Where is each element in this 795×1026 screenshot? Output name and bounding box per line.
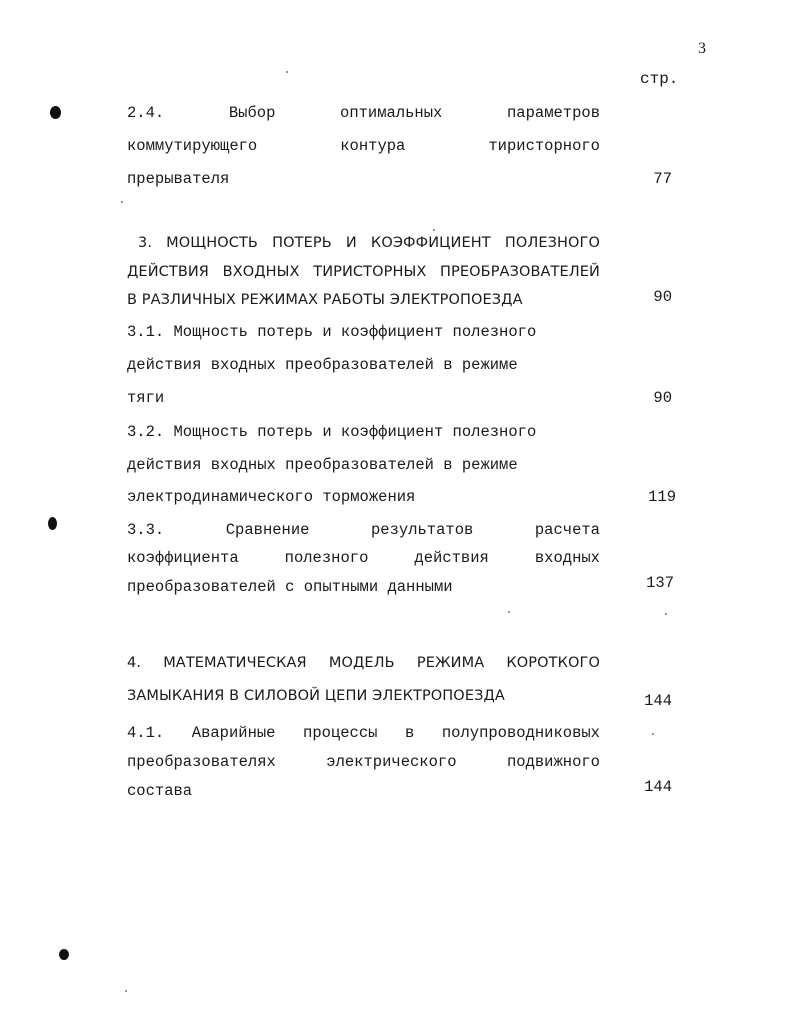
- scan-speck: [508, 611, 510, 613]
- toc-entry-2-4-line-3: прерывателя: [127, 170, 230, 188]
- punch-hole-mark: [50, 106, 61, 119]
- toc-entry-2-4-line-2: коммутирующего контура тиристорного: [127, 137, 600, 155]
- page-column-header: стр.: [640, 70, 679, 88]
- toc-entry-3-2-page: 119: [648, 488, 676, 506]
- toc-chapter-3-line-2: ДЕЙСТВИЯ ВХОДНЫХ ТИРИСТОРНЫХ ПРЕОБРАЗОВАТЕЛЕЙ: [127, 264, 600, 280]
- scan-speck: [121, 201, 123, 203]
- scan-speck: [286, 71, 288, 73]
- toc-entry-4-1-line-2: преобразователях электрического подвижного: [127, 753, 600, 771]
- toc-chapter-4-line-2: ЗАМЫКАНИЯ В СИЛОВОЙ ЦЕПИ ЭЛЕКТРОПОЕЗДА: [127, 688, 505, 704]
- toc-entry-3-3-line-1: 3.3. Сравнение результатов расчета: [127, 521, 600, 539]
- toc-entry-3-1-line-2: действия входных преобразователей в режиме: [127, 356, 518, 374]
- toc-entry-3-3-line-3: преобразователей с опытными данными: [127, 578, 453, 596]
- toc-entry-4-1-line-1: 4.1. Аварийные процессы в полупроводниковых: [127, 724, 600, 742]
- punch-hole-mark: [59, 949, 69, 960]
- punch-hole-mark: [48, 517, 57, 530]
- toc-entry-3-3-line-2: коэффициента полезного действия входных: [127, 549, 600, 567]
- scan-speck: [433, 229, 435, 231]
- toc-entry-3-2-line-3: электродинамического торможения: [127, 488, 416, 506]
- toc-entry-4-1-line-3: состава: [127, 782, 193, 800]
- toc-entry-4-1-page: 144: [644, 778, 672, 796]
- toc-entry-3-1-page: 90: [653, 389, 672, 407]
- toc-entry-2-4-line-1: 2.4. Выбор оптимальных параметров: [127, 104, 600, 122]
- toc-chapter-4-line-1: 4. МАТЕМАТИЧЕСКАЯ МОДЕЛЬ РЕЖИМА КОРОТКОГО: [127, 655, 600, 671]
- scan-speck: [125, 990, 127, 992]
- toc-chapter-3-line-3: В РАЗЛИЧНЫХ РЕЖИМАХ РАБОТЫ ЭЛЕКТРОПОЕЗДА: [127, 292, 523, 308]
- toc-entry-2-4-page: 77: [653, 170, 672, 188]
- scan-speck: [652, 733, 654, 735]
- page-number: 3: [698, 40, 706, 57]
- toc-chapter-3-page: 90: [653, 288, 672, 306]
- toc-entry-3-2-line-2: действия входных преобразователей в режиме: [127, 456, 518, 474]
- toc-entry-3-1-line-3: тяги: [127, 389, 165, 407]
- toc-chapter-3-line-1: 3. МОЩНОСТЬ ПОТЕРЬ И КОЭФФИЦИЕНТ ПОЛЕЗНОГО: [138, 235, 600, 251]
- toc-entry-3-2-line-1: 3.2. Мощность потерь и коэффициент полезного: [127, 423, 537, 441]
- toc-entry-3-3-page: 137: [646, 574, 674, 592]
- toc-chapter-4-page: 144: [644, 692, 672, 710]
- toc-entry-3-1-line-1: 3.1. Мощность потерь и коэффициент полезного: [127, 323, 537, 341]
- scan-speck: [665, 613, 667, 615]
